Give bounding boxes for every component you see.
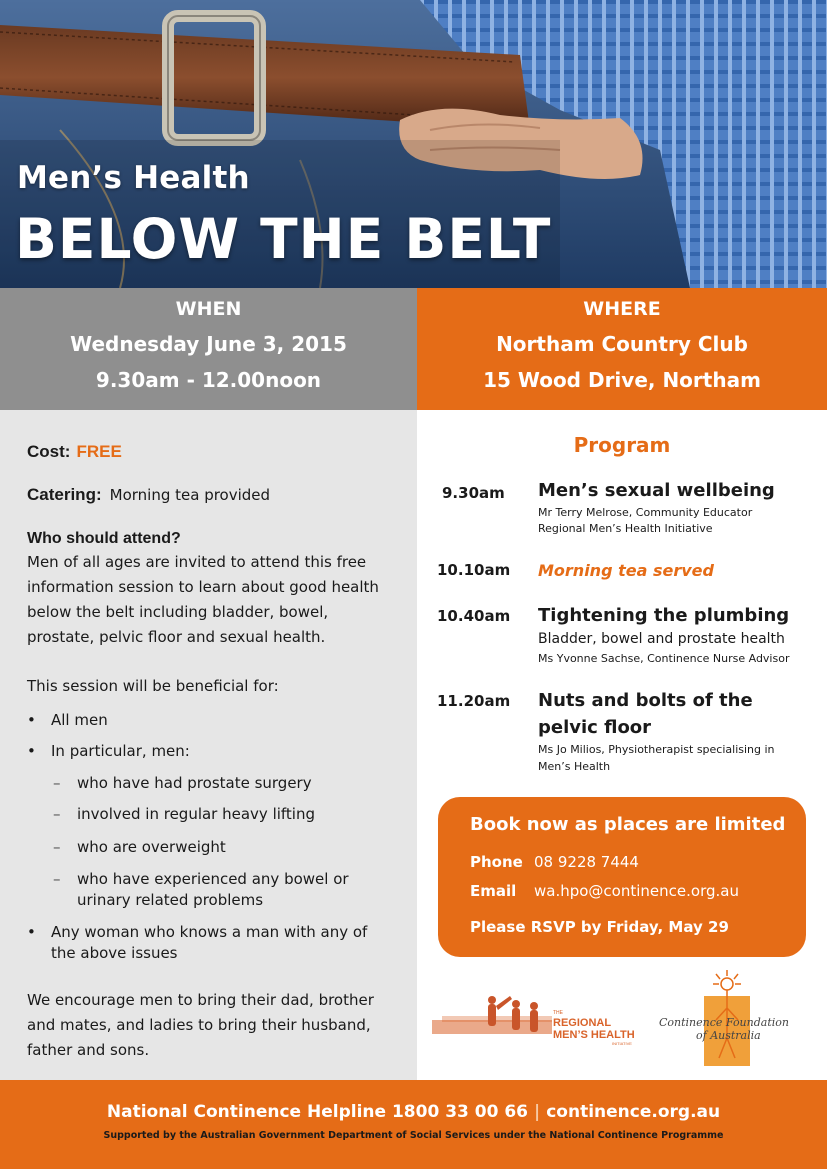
beneficial-intro: This session will be beneficial for: — [27, 677, 279, 695]
session-title: Nuts and bolts of the — [538, 690, 753, 711]
session-detail: Bladder, bowel and prostate health — [538, 631, 785, 647]
session-title-cont: pelvic floor — [538, 717, 652, 738]
rmh-line2: MEN’S HEALTH — [553, 1029, 635, 1041]
booking-box — [438, 797, 806, 957]
hero-subtitle: Men’s Health — [17, 160, 250, 196]
cost-line — [27, 442, 122, 462]
hero-title: BELOW THE BELT — [15, 207, 552, 271]
venue-address: 15 Wood Drive, Northam — [483, 368, 761, 392]
bullet-any-woman: • Any woman who knows a man with any of the above issues — [51, 922, 371, 964]
session-title: Men’s sexual wellbeing — [538, 480, 775, 501]
footer-main — [0, 1102, 827, 1122]
session-time: 9.30am — [442, 484, 505, 502]
event-time: 9.30am - 12.00noon — [95, 368, 322, 392]
rmh-small2: INITIATIVE — [612, 1041, 632, 1046]
when-panel — [0, 288, 417, 410]
footer-support-text: Supported by the Australian Government Department of Social Services under the National Continence Programme — [103, 1130, 724, 1141]
email-link[interactable]: wa.hpo@continence.org.au — [534, 882, 739, 900]
phone-label: Phone — [470, 853, 523, 871]
catering-line — [27, 485, 270, 505]
encourage-text: We encourage men to bring their dad, brother and mates, and ladies to bring their husband, father and sons. — [27, 991, 374, 1059]
rmh-small: THE — [553, 1010, 563, 1016]
footer-separator: | — [534, 1102, 541, 1122]
session-detail: Men’s Health — [538, 760, 611, 773]
session-title: Tightening the plumbing — [538, 605, 790, 626]
cost-value: FREE — [76, 442, 122, 461]
hero-banner — [0, 0, 827, 288]
rsvp-text: Please RSVP by Friday, May 29 — [470, 918, 729, 936]
session-detail: Mr Terry Melrose, Community Educator — [538, 506, 753, 519]
session-title-morning-tea: Morning tea served — [538, 561, 714, 580]
sub-item: – who have had prostate surgery — [77, 773, 312, 794]
session-time: 10.10am — [437, 561, 511, 579]
email-row — [470, 882, 739, 900]
helpline-text: National Continence Helpline 1800 33 00 66 — [106, 1102, 528, 1122]
catering-label: Catering: — [27, 485, 102, 504]
website-link[interactable]: continence.org.au — [546, 1102, 721, 1122]
continence-foundation-logo — [656, 968, 804, 1074]
phone-row — [470, 853, 639, 871]
session-detail: Ms Yvonne Sachse, Continence Nurse Advisor — [538, 652, 790, 665]
cfa-line2: of Australia — [696, 1029, 761, 1042]
booking-heading: Book now as places are limited — [470, 814, 786, 835]
email-label: Email — [470, 882, 517, 900]
sub-item: – involved in regular heavy lifting — [77, 804, 315, 825]
session-detail: Regional Men’s Health Initiative — [538, 522, 713, 535]
event-date: Wednesday June 3, 2015 — [70, 332, 347, 356]
footer — [0, 1080, 827, 1169]
session-time: 10.40am — [437, 607, 511, 625]
program-heading: Program — [573, 433, 671, 457]
who-description: Men of all ages are invited to attend this free information session to learn about good health below the belt including bladder, bowel, prostate, pelvic floor and sexual health. — [27, 553, 379, 646]
sub-item: – who have experienced any bowel or urinary related problems — [77, 869, 367, 911]
cfa-line1: Continence Foundation — [659, 1016, 789, 1029]
phone-number[interactable]: 08 9228 7444 — [534, 853, 639, 871]
where-heading: WHERE — [583, 298, 661, 320]
catering-value: Morning tea provided — [109, 486, 271, 504]
where-panel — [417, 288, 827, 410]
sub-item: – who are overweight — [77, 837, 226, 858]
rmh-line1: REGIONAL — [553, 1017, 612, 1029]
session-time: 11.20am — [437, 692, 511, 710]
bullet-in-particular: • In particular, men: — [51, 741, 190, 762]
venue-name: Northam Country Club — [496, 332, 748, 356]
cost-label: Cost: — [27, 442, 71, 461]
session-detail: Ms Jo Milios, Physiotherapist specialising in — [538, 743, 775, 756]
when-heading: WHEN — [175, 298, 242, 320]
who-heading: Who should attend? — [27, 530, 181, 547]
bullet-all-men: • All men — [51, 710, 108, 731]
regional-mens-health-logo — [432, 990, 637, 1050]
